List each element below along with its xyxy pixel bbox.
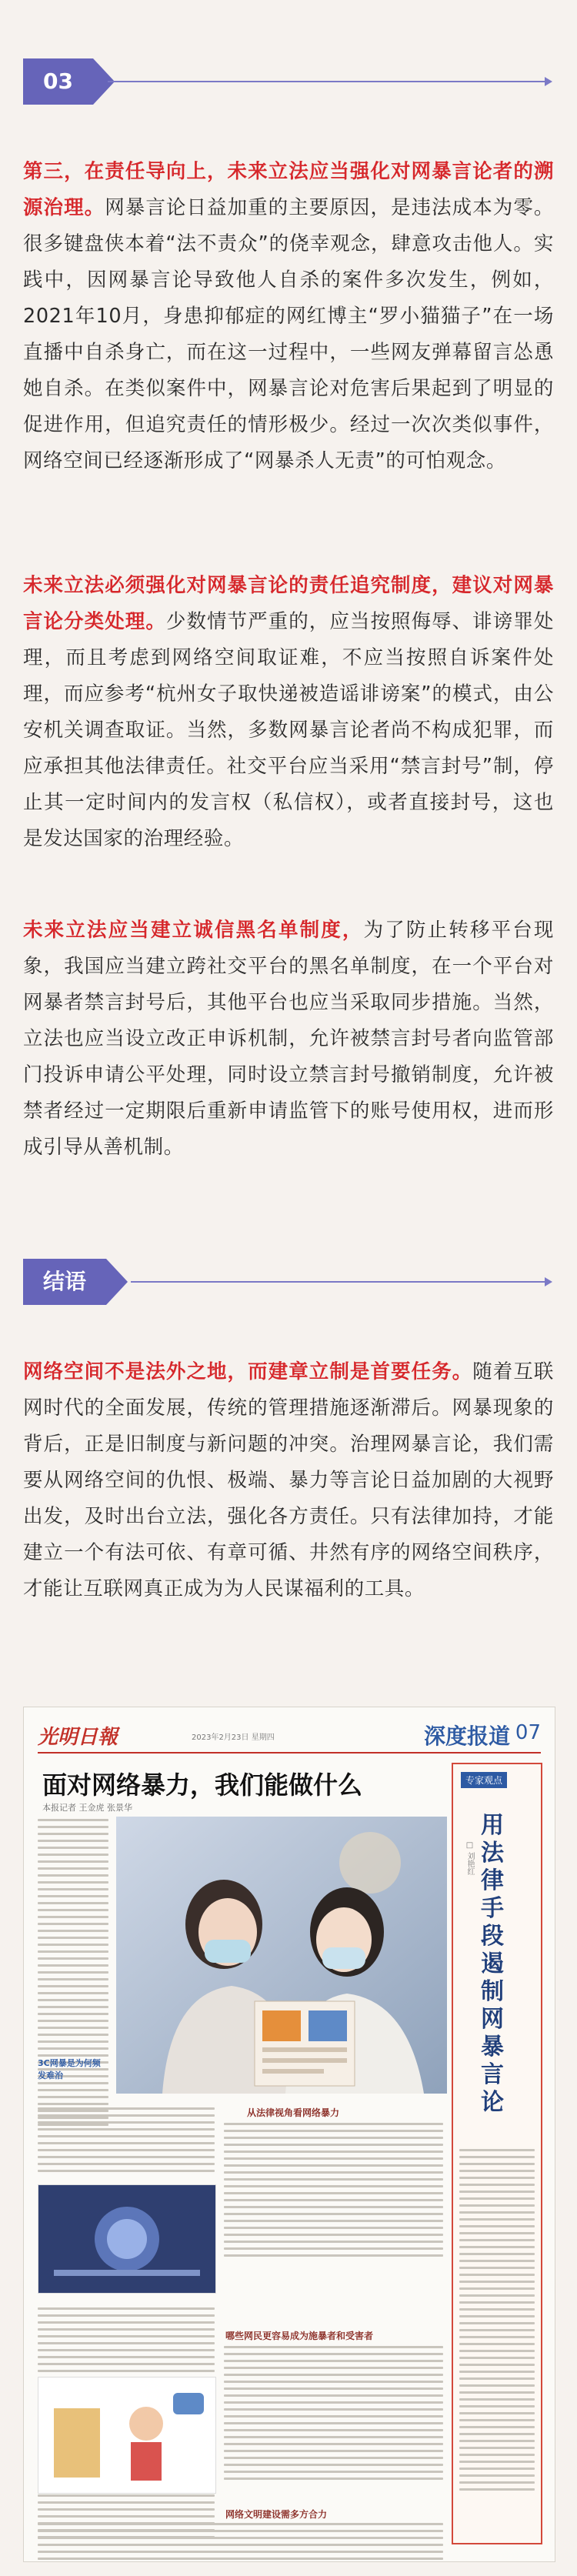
paragraph-body: 网暴言论日益加重的主要原因，是违法成本为零。很多键盘侠本着“法不责众”的侥幸观念，肆意攻击他人。实践中，因网暴言论导致他人自杀的案件多次发生，例如，2021年10月，身患抑郁症的网红博主“罗小猫猫子”在一场直播中自杀身亡，而在这一过程中，一些网友弹幕留言怂恿她自杀。在类似案件中，网暴言论对危害后果起到了明显的促进作用，但追究责任的情形极少。经过一次次类似事件，网络空间已经逐渐形成了“网暴杀人无责”的可怕观念。 <box>23 196 555 472</box>
paragraph-body: 少数情节严重的，应当按照侮辱、诽谤罪处理，而且考虑到网络空间取证难，不应当按照自诉案件处理，而应参考“杭州女子取快递被造谣诽谤案”的模式，由公安机关调查取证。当然，多数网暴言论者尚不构成犯罪，而应承担其他法律责任。社交平台应当采用“禁言封号”制，停止其一定时间内的发言权（私信权），或者直接封号，这也是发达国家的治理经验。 <box>23 610 554 850</box>
section-title: 结语 <box>23 1259 106 1305</box>
newspaper-header <box>38 1718 541 1753</box>
section-tag-03 <box>23 58 115 105</box>
tag-arrow <box>106 1259 128 1305</box>
section-tag-conclusion <box>23 1259 128 1305</box>
paragraph-liability <box>23 568 554 857</box>
paragraph-lead: 网络空间不是法外之地，而建章立制是首要任务。 <box>23 1360 473 1383</box>
section-divider <box>131 1281 545 1283</box>
lead-photo <box>116 1817 447 2094</box>
text-lines <box>224 2123 443 2261</box>
divider-arrow <box>545 77 552 86</box>
paragraph-conclusion <box>23 1354 554 1607</box>
section-number: 03 <box>23 58 93 105</box>
lead-headline: 面对网络暴力，我们能做什么 <box>42 1770 363 1800</box>
paragraph-lead: 未来立法应当建立诚信黑名单制度， <box>23 919 364 942</box>
newspaper-masthead: 光明日報 <box>38 1726 118 1749</box>
newspaper-dateline: 2023年2月23日 星期四 <box>192 1733 275 1742</box>
photo-illustration <box>116 1817 447 2094</box>
paragraph-blacklist <box>23 913 554 1166</box>
article-subhead: 从法律视角看网络暴力 <box>247 2107 340 2118</box>
expert-opinion-box <box>452 1763 542 2544</box>
side-subhead: 3C网暴是为何频发难治 <box>38 2058 101 2080</box>
expert-title: 用法律手段遏制网暴言论 <box>481 1812 504 2116</box>
text-lines <box>459 2149 535 2495</box>
paragraph-body: 随着互联网时代的全面发展，传统的管理措施逐渐滞后。网暴现象的背后，正是旧制度与新问题的冲突。治理网暴言论，我们需要从网络空间的仇恨、极端、暴力等言论日益加剧的大视野出发，及时出台立法，强化各方责任。只有法律加持，才能建立一个有法可依、有章可循、井然有序的网络空间秩序，才能让互联网真正成为为人民谋福利的工具。 <box>23 1360 555 1600</box>
expert-tag: 专家观点 <box>461 1772 507 1788</box>
expert-author: □ 刘艳红 <box>465 1841 474 1876</box>
section-divider <box>108 81 545 82</box>
divider-arrow <box>545 1277 552 1286</box>
newspaper-page-number: 07 <box>515 1721 541 1744</box>
text-lines <box>38 2107 215 2177</box>
newspaper-page-image <box>23 1707 555 2562</box>
text-lines <box>38 2523 443 2562</box>
text-lines <box>38 1819 108 2131</box>
paragraph-body: 为了防止转移平台现象，我国应当建立跨社交平台的黑名单制度，在一个平台对网暴者禁言封号后，其他平台也应当采取同步措施。当然，立法也应当设立改正申诉机制，允许被禁言封号者向监管部门投诉申请公平处理，同时设立禁言封号撤销制度，允许被禁者经过一定期限后重新申请监管下的账号使用权，进而形成引导从善机制。 <box>23 919 554 1159</box>
paragraph-accountability <box>23 154 554 479</box>
article-subhead: 哪些网民更容易成为施暴者和受害者 <box>225 2331 374 2341</box>
cartoon-illustration <box>38 2377 216 2494</box>
article-subhead: 网络文明建设需多方合力 <box>225 2509 328 2520</box>
newspaper-section: 深度报道 <box>423 1723 510 1749</box>
exhibit-photo <box>38 2184 216 2294</box>
paragraph-lead: 未来立法必须强化对网暴言论的责任追究制度，建议对网暴言论分类处理。 <box>23 574 554 633</box>
text-lines <box>224 2346 443 2484</box>
lead-byline: 本报记者 王金虎 张景华 <box>42 1803 132 1813</box>
paragraph-lead: 第三，在责任导向上，未来立法应当强化对网暴言论者的溯源治理。 <box>23 160 554 219</box>
